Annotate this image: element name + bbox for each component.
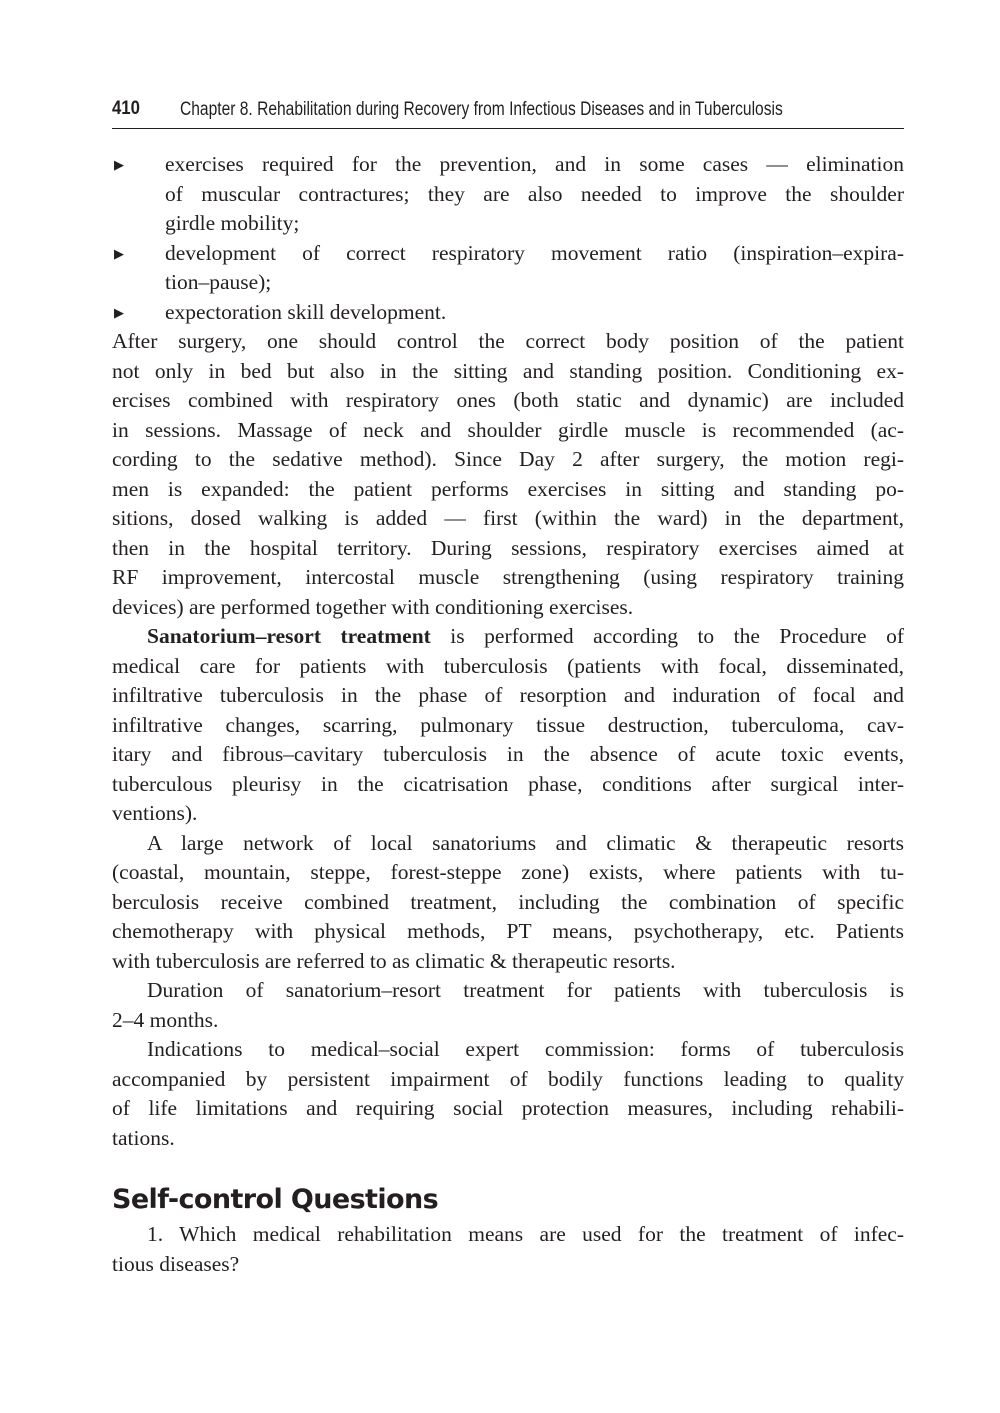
text-line: Indications to medical–social expert commission: forms of tuberculosis (147, 1037, 904, 1061)
text-line: devices) are performed together with conditioning exercises. (112, 594, 634, 619)
triangle-bullet-icon: ▶ (114, 304, 124, 320)
paragraph (112, 327, 904, 622)
text-line: berculosis receive combined treatment, including the combination of specific (112, 889, 904, 914)
text-run: is performed according to the Procedure of (430, 624, 904, 648)
text-line: exercises required for the prevention, and in some cases — elimination (165, 152, 904, 176)
chapter-title: Chapter 8. Rehabilitation during Recovery from Infectious Diseases and in Tuberculosis (180, 99, 783, 120)
paragraphs (112, 327, 904, 1153)
text-line: RF improvement, intercostal muscle strengthening (using respiratory training (112, 565, 904, 589)
triangle-bullet-icon: ▶ (114, 245, 124, 261)
paragraph (112, 829, 904, 977)
text-line: tuberculous pleurisy in the cicatrisation phase, conditions after surgical inter- (112, 771, 904, 796)
text-line: accompanied by persistent impairment of bodily functions leading to quality (112, 1066, 904, 1091)
text-line: 2–4 months. (112, 1007, 219, 1032)
text-line: itary and fibrous–cavitary tuberculosis in the absence of acute toxic events, (112, 742, 904, 766)
text-line: infiltrative changes, scarring, pulmonary tissue destruction, tuberculoma, cav- (112, 712, 904, 737)
text-line: tations. (112, 1125, 175, 1150)
paragraph (112, 976, 904, 1035)
bullet-item (112, 239, 904, 298)
bullet-item (112, 298, 904, 328)
text-line: A large network of local sanatoriums and climatic & therapeutic resorts (147, 830, 904, 855)
text-line: sitions, dosed walking is added — first (within the ward) in the department, (112, 506, 904, 530)
text-line: (coastal, mountain, steppe, forest-steppe zone) exists, where patients with tu- (112, 860, 904, 884)
text-line: ventions). (112, 801, 198, 825)
text-line: Duration of sanatorium–resort treatment for patients with tuberculosis is (147, 978, 904, 1002)
section-heading: Self-control Questions (112, 1184, 439, 1215)
text-line: of muscular contractures; they are also needed to improve the shoulder (165, 181, 904, 206)
text-line: medical care for patients with tuberculosis (patients with focal, disseminated, (112, 653, 904, 678)
text-line: tious diseases? (112, 1251, 240, 1276)
text-line (112, 622, 904, 652)
text-line: infiltrative tuberculosis in the phase of resorption and induration of focal and (112, 683, 904, 707)
question-list (112, 1220, 904, 1279)
running-header (112, 98, 904, 129)
text-line: not only in bed but also in the sitting and standing position. Conditioning ex- (112, 358, 904, 383)
text-line: cording to the sedative method). Since Day 2 after surgery, the motion regi- (112, 447, 904, 471)
paragraph (112, 622, 904, 829)
bullet-item (112, 150, 904, 239)
text-line: in sessions. Massage of neck and shoulder girdle muscle is recommended (ac- (112, 417, 904, 442)
page-body (112, 150, 904, 1279)
text-line: men is expanded: the patient performs exercises in sitting and standing po- (112, 476, 904, 501)
text-line: tion–pause); (165, 270, 272, 294)
text-line: of life limitations and requiring social protection measures, including rehabili- (112, 1096, 904, 1120)
paragraph (112, 1035, 904, 1153)
text-line: 1. Which medical rehabilitation means are used for the treatment of infec- (147, 1222, 904, 1246)
question-item (112, 1220, 904, 1279)
bold-term: Sanatorium–resort treatment (147, 624, 431, 648)
text-line: expectoration skill development. (165, 299, 447, 324)
page-number: 410 (112, 98, 140, 119)
text-line: development of correct respiratory movement ratio (inspiration–expira- (165, 240, 904, 265)
text-line: chemotherapy with physical methods, PT means, psychotherapy, etc. Patients (112, 919, 904, 943)
triangle-bullet-icon: ▶ (114, 157, 124, 172)
text-line: ercises combined with respiratory ones (both static and dynamic) are included (112, 388, 904, 412)
text-line: After surgery, one should control the correct body position of the patient (112, 329, 904, 353)
text-line: with tuberculosis are referred to as climatic & therapeutic resorts. (112, 948, 676, 973)
text-line: then in the hospital territory. During sessions, respiratory exercises aimed at (112, 535, 904, 560)
text-line: girdle mobility; (165, 211, 300, 235)
bullet-list (112, 150, 904, 327)
